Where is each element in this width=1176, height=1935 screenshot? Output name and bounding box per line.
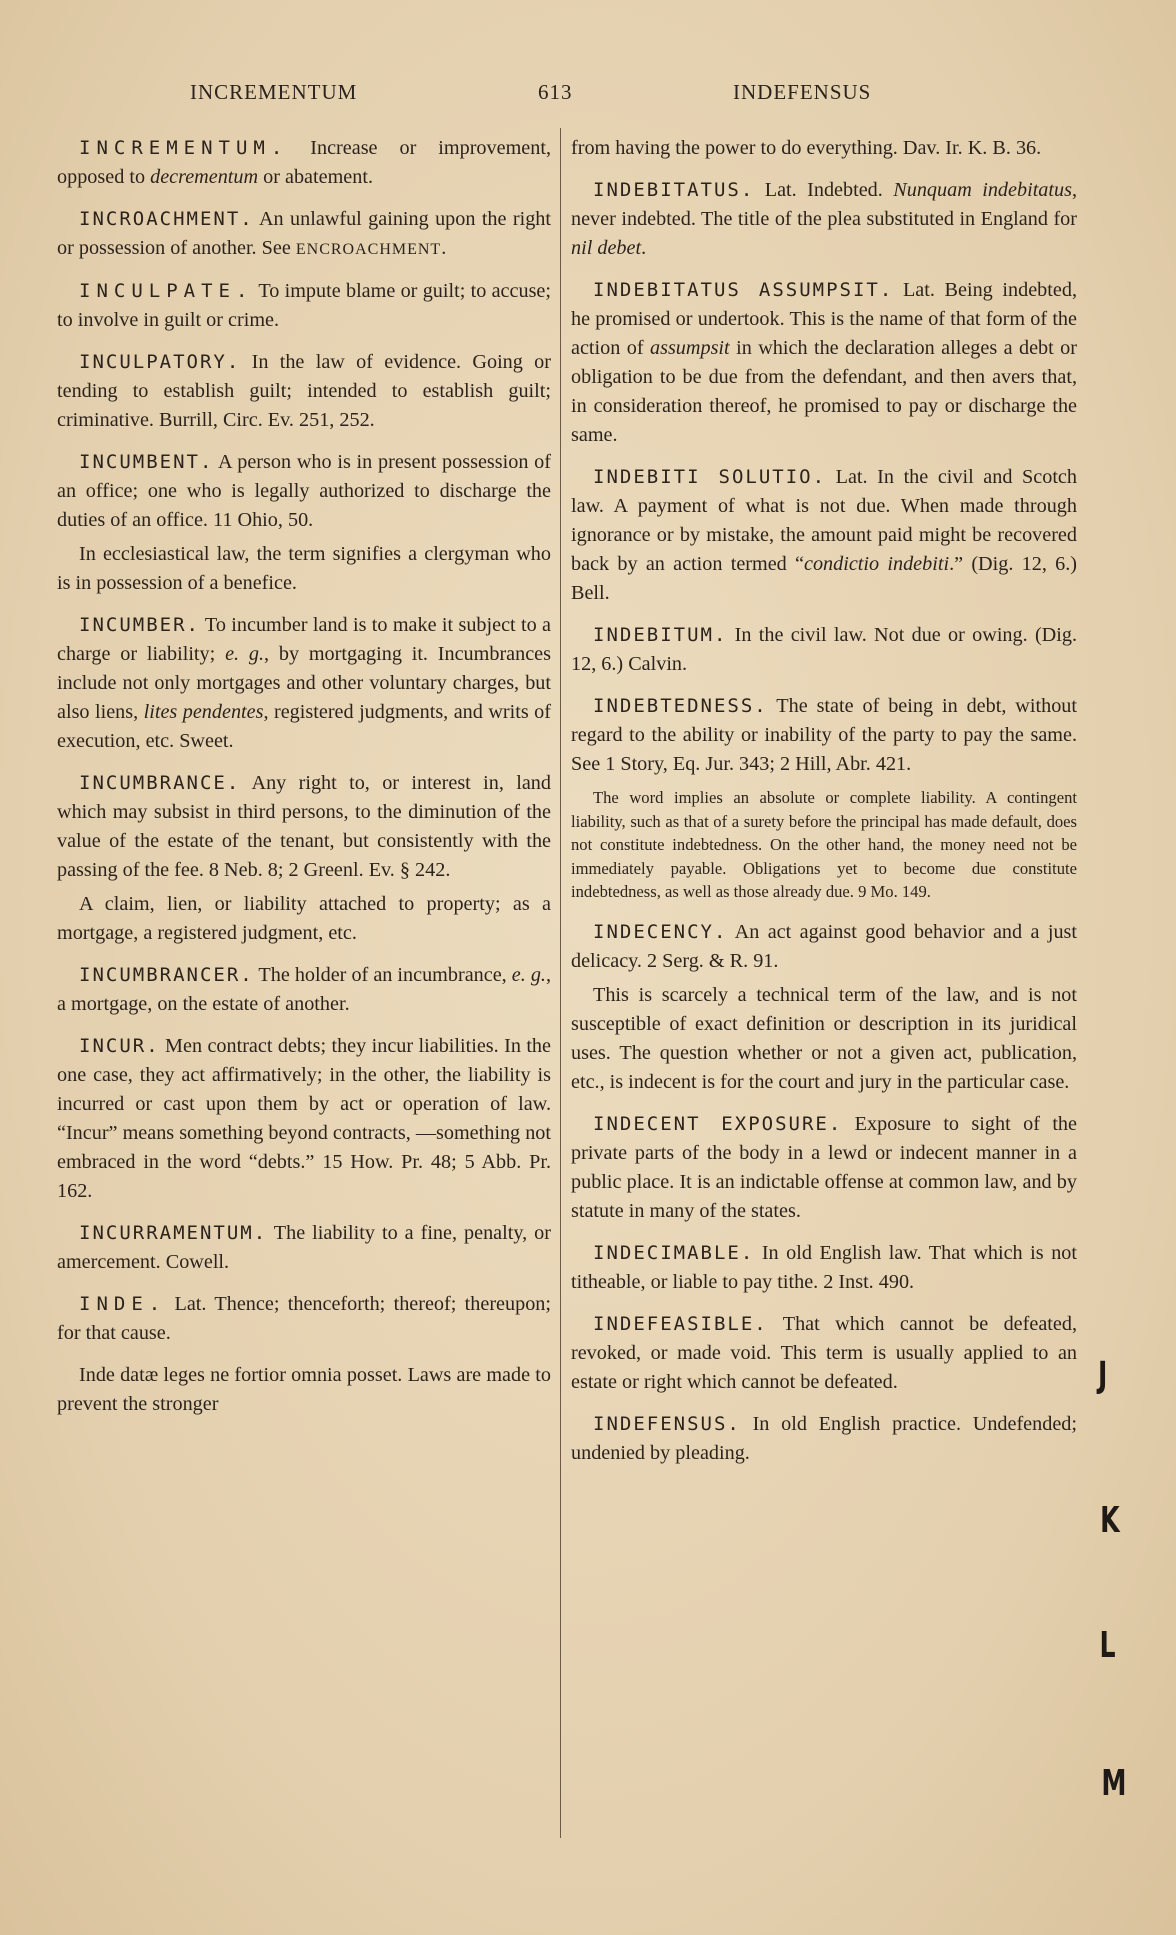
entry-indebtedness: INDEBTEDNESS. The state of being in debt, without regard to the ability or inability of the party to pay the same. See 1 Story, Eq. Jur. 343; 2 Hill, Abr. 421. <box>571 695 1077 775</box>
entry-indebitatus: INDEBITATUS. Lat. Indebted. Nunquam indebitatus, never indebted. The title of the plea substituted in England for nil debet. <box>571 179 1077 259</box>
headword: INDECENCY. <box>593 920 728 943</box>
entry-incumbent: INCUMBENT. A person who is in present possession of an office; one who is legally authorized to discharge the duties of an office. 11 Ohio, 50. <box>57 451 551 531</box>
entry-inde-datae: Inde datæ leges ne fortior omnia posset. Laws are made to prevent the stronger <box>57 1364 551 1415</box>
entry-inculpatory: INCULPATORY. In the law of evidence. Going or tending to establish guilt; intended to establish guilt; criminative. Burrill, Circ. Ev. 251, 252. <box>57 351 551 431</box>
headword: INDEBITUM. <box>593 624 728 646</box>
running-header <box>0 80 1176 110</box>
entry-incumbrance: INCUMBRANCE. Any right to, or interest in, land which may subsist in third persons, to the diminution of the value of the estate of the tenant, but consistently with the passing of the fee. 8 Neb. 8; 2 Greenl. Ev. § 242. <box>57 772 551 881</box>
headword: INCROACHMENT. <box>79 208 254 230</box>
headword: INDECIMABLE. <box>593 1241 755 1264</box>
header-left-guide-word: INCREMENTUM <box>190 80 358 104</box>
thumb-index-tab-m: M <box>1101 1763 1127 1804</box>
headword: INDEFENSUS. <box>593 1412 741 1435</box>
headword: INCUMBENT. <box>79 451 214 473</box>
headword: INCULPATORY. <box>79 351 241 373</box>
entry-indefeasible: INDEFEASIBLE. That which cannot be defeated, revoked, or made void. This term is usually applied to an estate or right which cannot be defeated. <box>571 1312 1077 1393</box>
headword: INCULPATE. <box>79 280 254 302</box>
entry-indebiti-solutio: INDEBITI SOLUTIO. Lat. In the civil and Scotch law. A payment of what is not due. When made through ignorance or by mistake, the amount paid might be recovered back by an action termed “condictio indebiti.” (Dig. 12, 6.) Bell. <box>571 466 1077 604</box>
left-column <box>57 134 551 1432</box>
entry-indebitum: INDEBITUM. In the civil law. Not due or owing. (Dig. 12, 6.) Calvin. <box>571 624 1077 675</box>
entry-indecency: INDECENCY. An act against good behavior and a just delicacy. 2 Serg. & R. 91. <box>571 920 1077 972</box>
headword: INCURRAMENTUM. <box>79 1222 268 1244</box>
entry-incumbrancer: INCUMBRANCER. The holder of an incumbrance, e. g., a mortgage, on the estate of another. <box>57 964 552 1015</box>
entry-indefensus: INDEFENSUS. In old English practice. Undefended; undenied by pleading. <box>571 1412 1077 1464</box>
headword: INDEBTEDNESS. <box>593 695 768 717</box>
column-divider <box>560 128 561 1838</box>
headword: INDEBITATUS. <box>593 179 755 201</box>
headword: INDEFEASIBLE. <box>593 1312 768 1335</box>
entry-incumbent-ecclesiastical: In ecclesiastical law, the term signifies a clergyman who is in possession of a benefice. <box>57 543 551 594</box>
entry-indebitatus-assumpsit: INDEBITATUS ASSUMPSIT. Lat. Being indebted, he promised or undertook. This is the name of that form of the action of assumpsit in which the declaration alleges a debt or obligation to be due from the defendant, and then avers that, in consideration thereof, he promised to pay or discharge the same. <box>571 279 1077 446</box>
entry-incurramentum: INCURRAMENTUM. The liability to a fine, penalty, or amercement. Cowell. <box>57 1222 551 1273</box>
entry-inde-datae-continued: from having the power to do everything. Dav. Ir. K. B. 36. <box>571 137 1042 159</box>
cross-reference: ENCROACHMENT <box>295 241 442 258</box>
page-number: 613 <box>538 80 573 104</box>
headword: INCUMBRANCER. <box>79 964 254 986</box>
entry-incur: INCUR. Men contract debts; they incur liabilities. In the one case, they act affirmatively; in the other, the liability is incurred or cast upon them by act or operation of law. “Incur” means something beyond contracts, —something not embraced in the word “debts.” 15 How. Pr. 48; 5 Abb. Pr. 162. <box>57 1035 551 1202</box>
headword: INCUR. <box>79 1035 160 1057</box>
entry-incumbrance-claim: A claim, lien, or liability attached to property; as a mortgage, a registered judgment, etc. <box>57 893 551 944</box>
entry-inde: INDE. Lat. Thence; thenceforth; thereof; thereupon; for that cause. <box>57 1293 551 1344</box>
entry-indecency-note: This is scarcely a technical term of the law, and is not susceptible of exact definition or description in its juridical uses. The question whether or not a given act, publication, etc., is indecent is for the court and jury in the particular case. <box>571 983 1077 1093</box>
right-column <box>571 134 1077 1481</box>
headword: INDEBITI SOLUTIO. <box>593 466 827 488</box>
entry-incrementum: INCREMENTUM. Increase or improvement, opposed to decrementum or abatement. <box>57 137 551 188</box>
entry-indebtedness-note: The word implies an absolute or complete liability. A contingent liability, such as that of a surety before the principal has made default, does not constitute indebtedness. On the other hand, the money need not be immediately payable. Obligations yet to become due constitute indebtedness, as well as those already due. 9 Mo. 149. <box>571 788 1077 901</box>
thumb-index-tab-j: J <box>1098 1355 1108 1396</box>
headword: INDECENT EXPOSURE. <box>593 1112 843 1135</box>
headword: INCREMENTUM. <box>79 137 289 159</box>
header-right-guide-word: INDEFENSUS <box>733 80 872 104</box>
headword: INCUMBRANCE. <box>79 772 241 794</box>
entry-incumber: INCUMBER. To incumber land is to make it subject to a charge or liability; e. g., by mortgaging it. Incumbrances include not only mortgages and other voluntary charges, but also liens, lites pendentes, registered judgments, and writs of execution, etc. Sweet. <box>57 614 552 752</box>
entry-indecimable: INDECIMABLE. In old English law. That which is not titheable, or liable to pay tithe. 2 Inst. 490. <box>571 1241 1077 1293</box>
headword: INCUMBER. <box>79 614 200 636</box>
thumb-index-tab-l: L <box>1099 1625 1116 1666</box>
headword: INDEBITATUS ASSUMPSIT. <box>593 279 894 301</box>
headword: INDE. <box>79 1293 167 1315</box>
entry-incroachment: INCROACHMENT. An unlawful gaining upon the right or possession of another. See ENCROACHMENT. <box>57 208 551 259</box>
entry-indecent-exposure: INDECENT EXPOSURE. Exposure to sight of the private parts of the body in a lewd or indecent manner in a public place. It is an indictable offense at common law, and by statute in many of the states. <box>571 1112 1077 1222</box>
entry-inculpate: INCULPATE. To impute blame or guilt; to accuse; to involve in guilt or crime. <box>57 280 551 331</box>
thumb-index-tab-k: K <box>1100 1500 1120 1541</box>
